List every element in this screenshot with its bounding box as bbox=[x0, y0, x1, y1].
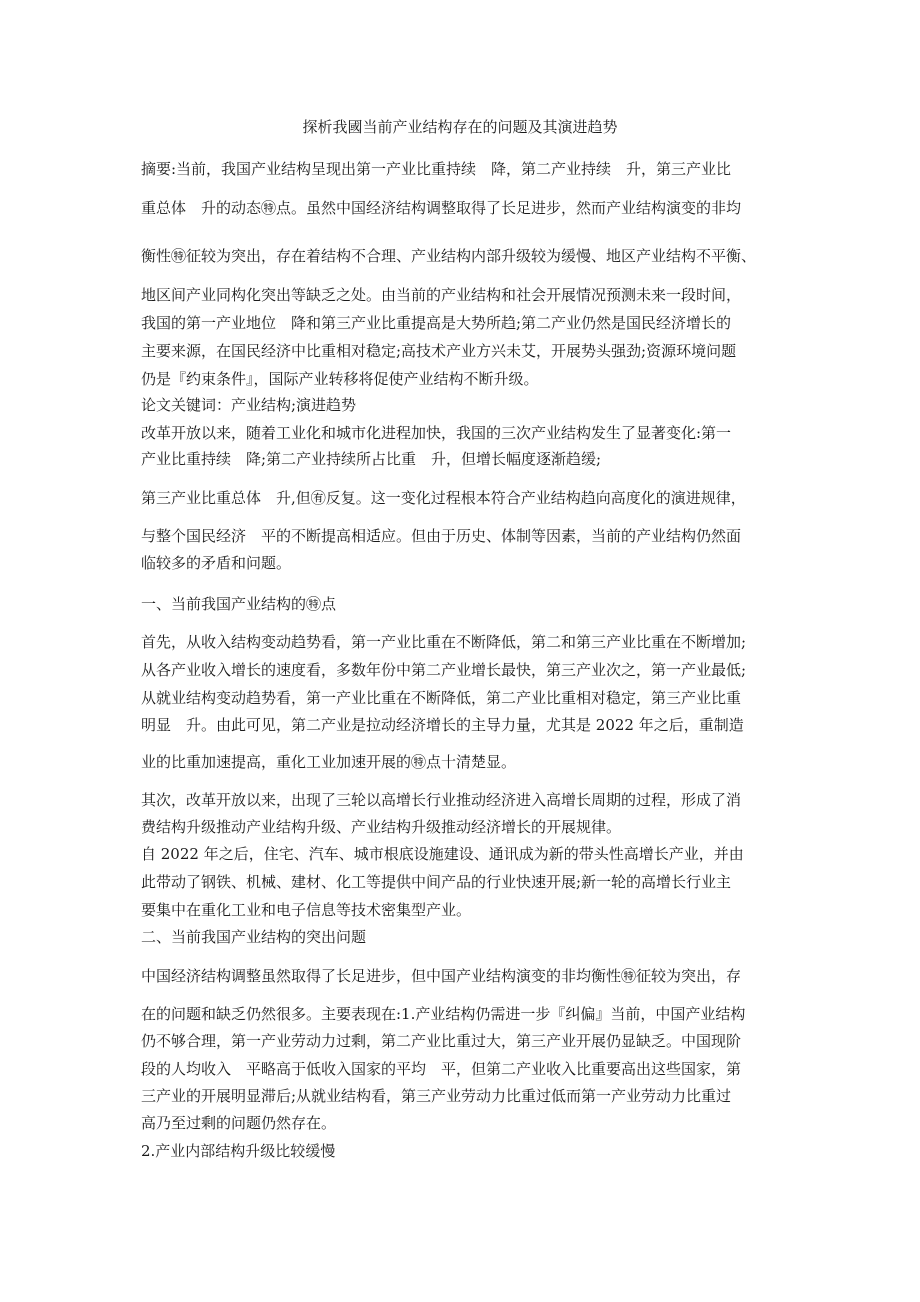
abstract-line: 我国的第一产业地位 降和第三产业比重提高是大势所趋;第二产业仍然是国民经济增长的 bbox=[141, 314, 732, 332]
paragraph-line: 临较多的矛盾和问题。 bbox=[141, 554, 292, 572]
paragraph-line: 三产业的开展明显滞后;从就业结构看，第三产业劳动力比重过低而第一产业劳动力比重过 bbox=[141, 1087, 732, 1105]
section-heading: 一、当前我国产业结构的㊕点 bbox=[141, 595, 337, 613]
abstract-line: 摘要:当前，我国产业结构呈现出第一产业比重持续 降，第二产业持续 升，第三产业比 bbox=[141, 160, 732, 178]
paragraph-line: 业的比重加速提高，重化工业加速开展的㊕点十清楚显。 bbox=[141, 753, 517, 771]
section-heading: 二、当前我国产业结构的突出问题 bbox=[141, 928, 367, 946]
paragraph-line: 从各产业收入增长的速度看，多数年份中第二产业增长最快，第三产业次之，第一产业最低; bbox=[141, 661, 747, 679]
abstract-line: 重总体 升的动态㊕点。虽然中国经济结构调整取得了长足进步，然而产业结构演变的非均 bbox=[141, 199, 742, 217]
abstract-line: 仍是『约束条件』，国际产业转移将促使产业结构不断升级。 bbox=[141, 370, 539, 388]
abstract-line: 地区间产业同构化突出等缺乏之处。由当前的产业结构和社会开展情况预测未来一段时间， bbox=[141, 286, 742, 304]
paragraph-line: 产业比重持续 降;第二产业持续所占比重 升，但增长幅度逐渐趋缓; bbox=[141, 450, 602, 468]
paragraph-line: 段的人均收入 平略高于低收入国家的平均 平，但第二产业收入比重要高出这些国家，第 bbox=[141, 1060, 742, 1078]
paragraph-line: 要集中在重化工业和电子信息等技术密集型产业。 bbox=[141, 901, 472, 919]
paragraph-line: 与整个国民经济 平的不断提高相适应。但由于历史、体制等因素，当前的产业结构仍然面 bbox=[141, 527, 742, 545]
paragraph-line: 首先，从收入结构变动趋势看，第一产业比重在不断降低，第二和第三产业比重在不断增加; bbox=[141, 633, 747, 651]
paragraph-line: 仍不够合理，第一产业劳动力过剩，第二产业比重过大，第三产业开展仍显缺乏。中国现阶 bbox=[141, 1032, 742, 1050]
paragraph-line: 改革开放以来，随着工业化和城市化进程加快，我国的三次产业结构发生了显著变化:第一 bbox=[141, 424, 732, 442]
paragraph-line: 自 2022 年之后，住宅、汽车、城市根底设施建设、通讯成为新的带头性高增长产业，并由 bbox=[141, 845, 744, 863]
keywords-line: 论文关键词：产业结构;演进趋势 bbox=[141, 396, 357, 414]
paragraph-line: 费结构升级推动产业结构升级、产业结构升级推动经济增长的开展规律。 bbox=[141, 818, 622, 836]
paragraph-line: 从就业结构变动趋势看，第一产业比重在不断降低，第二产业比重相对稳定，第三产业比重 bbox=[141, 689, 742, 707]
paragraph-line: 第三产业比重总体 升,但㊒反复。这一变化过程根本符合产业结构趋向高度化的演进规律， bbox=[141, 489, 746, 507]
abstract-line: 主要来源，在国民经济中比重相对稳定;高技术产业方兴未艾，开展势头强劲;资源环境问题 bbox=[141, 342, 737, 360]
subsection-heading: 2.产业内部结构升级比较缓慢 bbox=[141, 1142, 336, 1160]
paragraph-line: 在的问题和缺乏仍然很多。主要表现在:1.产业结构仍需进一步『纠偏』当前，中国产业结构 bbox=[141, 1005, 746, 1023]
document-title: 探析我國当前产业结构存在的问题及其演进趋势 bbox=[302, 118, 618, 136]
abstract-line: 衡性㊕征较为突出，存在着结构不合理、产业结构内部升级较为缓慢、地区产业结构不平衡、 bbox=[141, 247, 757, 265]
paragraph-line: 此带动了钢铁、机械、建材、化工等提供中间产品的行业快速开展;新一轮的高增长行业主 bbox=[141, 873, 732, 891]
paragraph-line: 明显 升。由此可见，第二产业是拉动经济增长的主导力量，尤其是 2022 年之后，重制造 bbox=[141, 716, 744, 734]
paragraph-line: 高乃至过剩的问题仍然存在。 bbox=[141, 1114, 337, 1132]
paragraph-line: 中国经济结构调整虽然取得了长足进步，但中国产业结构演变的非均衡性㊕征较为突出，存 bbox=[141, 967, 742, 985]
paragraph-line: 其次，改革开放以来，出现了三轮以高增长行业推动经济进入高增长周期的过程，形成了消 bbox=[141, 791, 742, 809]
